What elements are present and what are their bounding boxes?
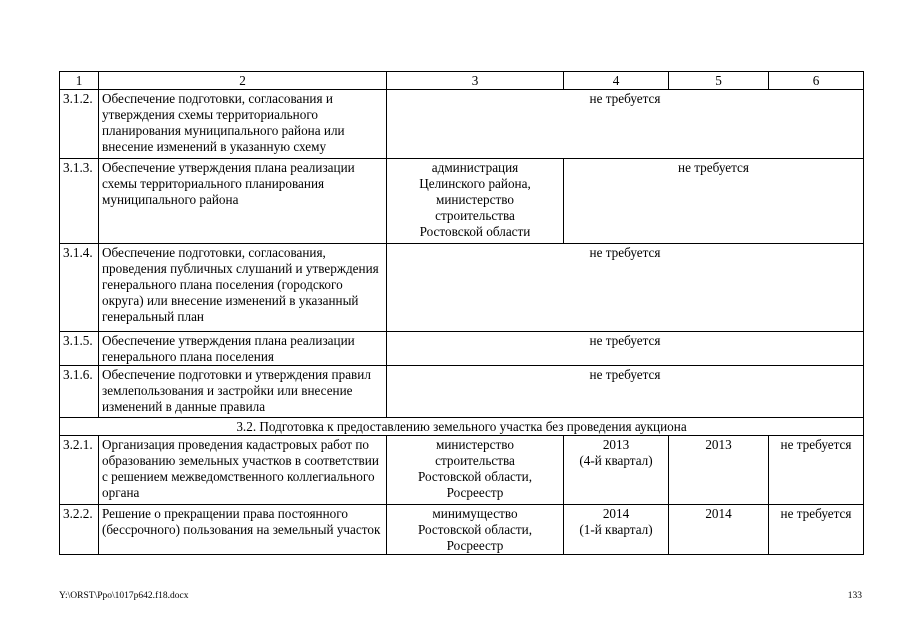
section-heading: 3.2. Подготовка к предоставлению земельного участка без проведения аукциона xyxy=(60,418,864,436)
header-col-2: 2 xyxy=(99,72,387,90)
row-description: Обеспечение подготовки, согласования и утверждения схемы территориального планирования муниципального района или внесение изменений в указанную схему xyxy=(99,90,387,159)
row-description: Обеспечение подготовки и утверждения правил землепользования и застройки или внесение изменений в данные правила xyxy=(99,366,387,418)
row-number: 3.1.2. xyxy=(60,90,99,159)
row-responsible: администрация Целинского района, министерство строительства Ростовской области xyxy=(387,159,564,244)
footer-file-path: Y:\ORST\Ppo\1017p642.f18.docx xyxy=(59,591,189,601)
row-number: 3.2.1. xyxy=(60,436,99,505)
table-row xyxy=(60,505,864,555)
row-merged-status: не требуется xyxy=(564,159,864,244)
header-col-6: 6 xyxy=(769,72,864,90)
row-number: 3.2.2. xyxy=(60,505,99,555)
header-col-4: 4 xyxy=(564,72,669,90)
period-quarter: (4-й квартал) xyxy=(579,453,653,468)
row-number: 3.1.5. xyxy=(60,332,99,366)
row-description: Обеспечение утверждения плана реализации схемы территориального планирования муниципального района xyxy=(99,159,387,244)
section-row xyxy=(60,418,864,436)
row-merged-status: не требуется xyxy=(387,90,864,159)
row-col5: 2013 xyxy=(669,436,769,505)
row-responsible: минимущество Ростовской области, Росреестр xyxy=(387,505,564,555)
header-col-3: 3 xyxy=(387,72,564,90)
row-col6: не требуется xyxy=(769,505,864,555)
row-merged-status: не требуется xyxy=(387,366,864,418)
row-number: 3.1.6. xyxy=(60,366,99,418)
table-row xyxy=(60,90,864,159)
header-row xyxy=(60,72,864,90)
row-responsible: министерство строительства Ростовской области, Росреестр xyxy=(387,436,564,505)
row-merged-status: не требуется xyxy=(387,332,864,366)
table-row xyxy=(60,244,864,332)
row-description: Организация проведения кадастровых работ по образованию земельных участков в соответствии с решением межведомственного коллегиального органа xyxy=(99,436,387,505)
row-col5: 2014 xyxy=(669,505,769,555)
row-description: Обеспечение утверждения плана реализации генерального плана поселения xyxy=(99,332,387,366)
table-row xyxy=(60,366,864,418)
header-col-1: 1 xyxy=(60,72,99,90)
row-period xyxy=(564,505,669,555)
activities-table xyxy=(59,71,864,555)
row-description: Обеспечение подготовки, согласования, проведения публичных слушаний и утверждения генерального плана поселения (городского округа) или внесение изменений в указанный генеральный план xyxy=(99,244,387,332)
row-number: 3.1.3. xyxy=(60,159,99,244)
row-period xyxy=(564,436,669,505)
row-col6: не требуется xyxy=(769,436,864,505)
footer-page-number: 133 xyxy=(847,591,862,601)
table-row xyxy=(60,436,864,505)
period-year: 2014 xyxy=(602,506,630,521)
period-quarter: (1-й квартал) xyxy=(579,522,653,537)
header-col-5: 5 xyxy=(669,72,769,90)
table-row xyxy=(60,332,864,366)
row-merged-status: не требуется xyxy=(387,244,864,332)
table-row xyxy=(60,159,864,244)
row-description: Решение о прекращении права постоянного (бессрочного) пользования на земельный участок xyxy=(99,505,387,555)
row-number: 3.1.4. xyxy=(60,244,99,332)
period-year: 2013 xyxy=(602,437,630,452)
